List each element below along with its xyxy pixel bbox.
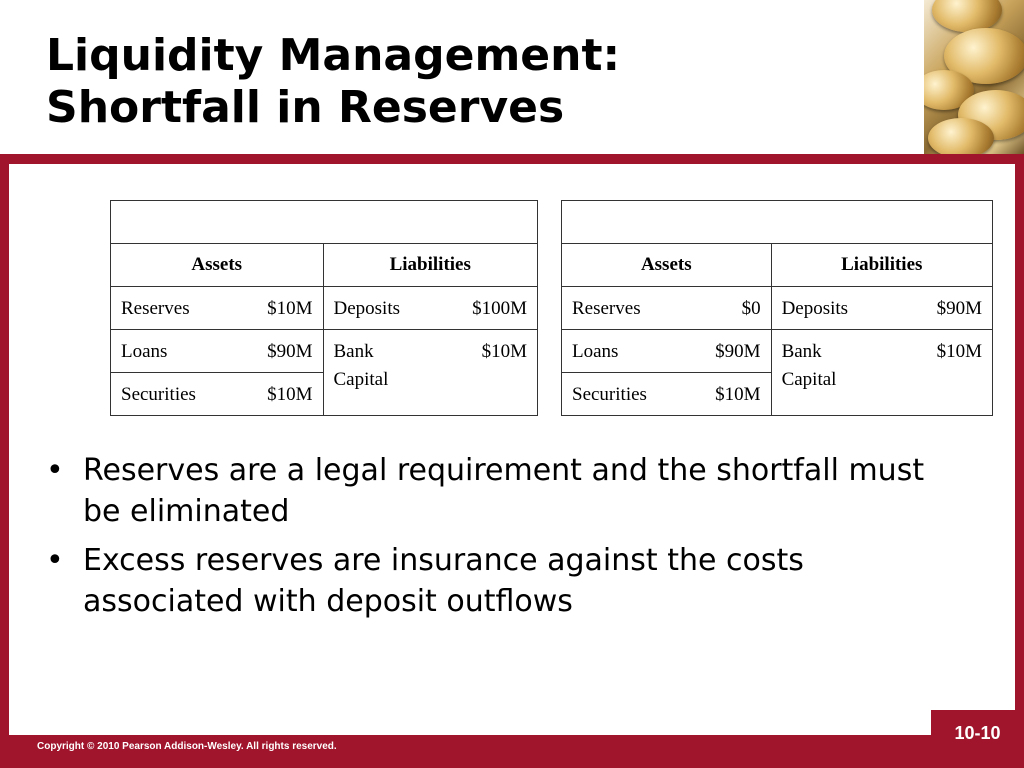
coin-icon: [928, 118, 994, 154]
asset-row: [111, 287, 324, 330]
balance-sheet-before: [110, 200, 538, 416]
asset-row: [562, 330, 772, 373]
balance-sheet-after: [561, 200, 993, 416]
coin-icon: [932, 0, 1002, 32]
page-number: 10-10: [954, 723, 1001, 743]
liability-row: [323, 287, 538, 330]
liability-row: [323, 330, 538, 416]
asset-value: $90M: [267, 341, 313, 362]
liability-label: Deposits: [333, 298, 400, 319]
asset-row: [562, 373, 772, 416]
liability-value: $100M: [472, 298, 527, 319]
bullet-item: [46, 450, 966, 532]
asset-label: Reserves: [121, 298, 190, 319]
liability-label: Bank Capital: [333, 341, 389, 390]
liability-label: Bank Capital: [781, 341, 837, 390]
asset-row: [111, 330, 324, 373]
liability-value: $10M: [481, 341, 527, 362]
liability-row: [771, 330, 992, 416]
liabilities-header: Liabilities: [323, 244, 538, 287]
coins-image: [924, 0, 1024, 154]
slide-title: [46, 30, 620, 134]
balance-sheet-caption: [111, 201, 538, 244]
asset-value: $90M: [715, 341, 761, 362]
asset-row: [562, 287, 772, 330]
liability-label: Deposits: [781, 298, 849, 319]
liability-value: $10M: [936, 341, 982, 362]
asset-label: Loans: [572, 341, 619, 362]
asset-value: $0: [741, 298, 761, 319]
bullet-icon: •: [46, 543, 64, 578]
assets-header: Assets: [562, 244, 772, 287]
copyright-notice: Copyright © 2010 Pearson Addison-Wesley. All rights reserved.: [37, 741, 337, 752]
slide-title-line-2: Shortfall in Reserves: [46, 82, 565, 133]
liability-value: $90M: [936, 298, 982, 319]
bullet-list: [46, 450, 966, 630]
asset-label: Securities: [572, 384, 647, 405]
asset-label: Securities: [121, 384, 196, 405]
liabilities-header: Liabilities: [771, 244, 992, 287]
bullet-icon: •: [46, 453, 64, 488]
asset-label: Reserves: [572, 298, 641, 319]
assets-header: Assets: [111, 244, 324, 287]
bullet-text: Excess reserves are insurance against the costs associated with deposit outflows: [83, 543, 804, 619]
asset-value: $10M: [267, 384, 313, 405]
balance-sheet-caption: [562, 201, 993, 244]
asset-row: [111, 373, 324, 416]
asset-value: $10M: [267, 298, 313, 319]
slide-title-line-1: Liquidity Management:: [46, 30, 621, 81]
asset-value: $10M: [715, 384, 761, 405]
asset-label: Loans: [121, 341, 168, 362]
bullet-item: [46, 540, 966, 622]
liability-row: [771, 287, 992, 330]
bullet-text: Reserves are a legal requirement and the shortfall must be eliminated: [83, 453, 925, 529]
